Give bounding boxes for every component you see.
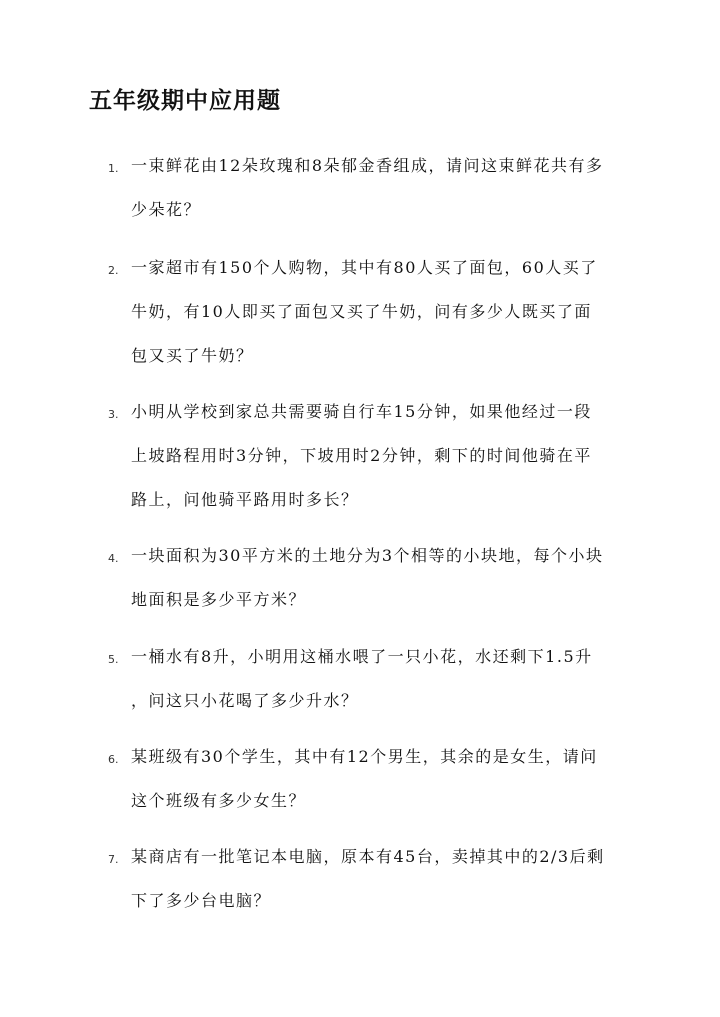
question-text-line: 牛奶，有10人即买了面包又买了牛奶，问有多少人既买了面 bbox=[131, 302, 592, 321]
question-text-line: 一束鲜花由12朵玫瑰和8朵郁金香组成，请问这束鲜花共有多 bbox=[131, 156, 604, 175]
question-text-line: 地面积是多少平方米？ bbox=[131, 590, 307, 609]
question-text-line: 小明从学校到家总共需要骑自行车15分钟，如果他经过一段 bbox=[131, 402, 592, 421]
question-number: 3. bbox=[108, 408, 119, 421]
question-number: 1. bbox=[108, 162, 119, 175]
question-number: 7. bbox=[108, 853, 119, 866]
question-text-line: 某班级有30个学生，其中有12个男生，其余的是女生，请问 bbox=[131, 747, 598, 766]
question-text-line: ，问这只小花喝了多少升水？ bbox=[131, 691, 359, 710]
question-text-line: 一家超市有150个人购物，其中有80人买了面包，60人买了 bbox=[131, 258, 598, 277]
question-text-line: 某商店有一批笔记本电脑，原本有45台，卖掉其中的2/3后剩 bbox=[131, 847, 605, 866]
question-text-line: 上坡路程用时3分钟，下坡用时2分钟，剩下的时间他骑在平 bbox=[131, 446, 592, 465]
question-number: 6. bbox=[108, 753, 119, 766]
question-text-line: 一块面积为30平方米的土地分为3个相等的小块地，每个小块 bbox=[131, 546, 604, 565]
question-text-line: 少朵花？ bbox=[131, 200, 202, 219]
question-text-line: 路上，问他骑平路用时多长？ bbox=[131, 490, 359, 509]
question-text-line: 包又买了牛奶？ bbox=[131, 346, 254, 365]
question-number: 4. bbox=[108, 552, 119, 565]
question-text-line: 下了多少台电脑？ bbox=[131, 891, 272, 910]
question-text-line: 一桶水有8升，小明用这桶水喂了一只小花，水还剩下1.5升 bbox=[131, 647, 593, 666]
question-text-line: 这个班级有多少女生？ bbox=[131, 791, 307, 810]
page-title: 五年级期中应用题 bbox=[89, 87, 281, 114]
question-number: 5. bbox=[108, 653, 119, 666]
question-number: 2. bbox=[108, 264, 119, 277]
